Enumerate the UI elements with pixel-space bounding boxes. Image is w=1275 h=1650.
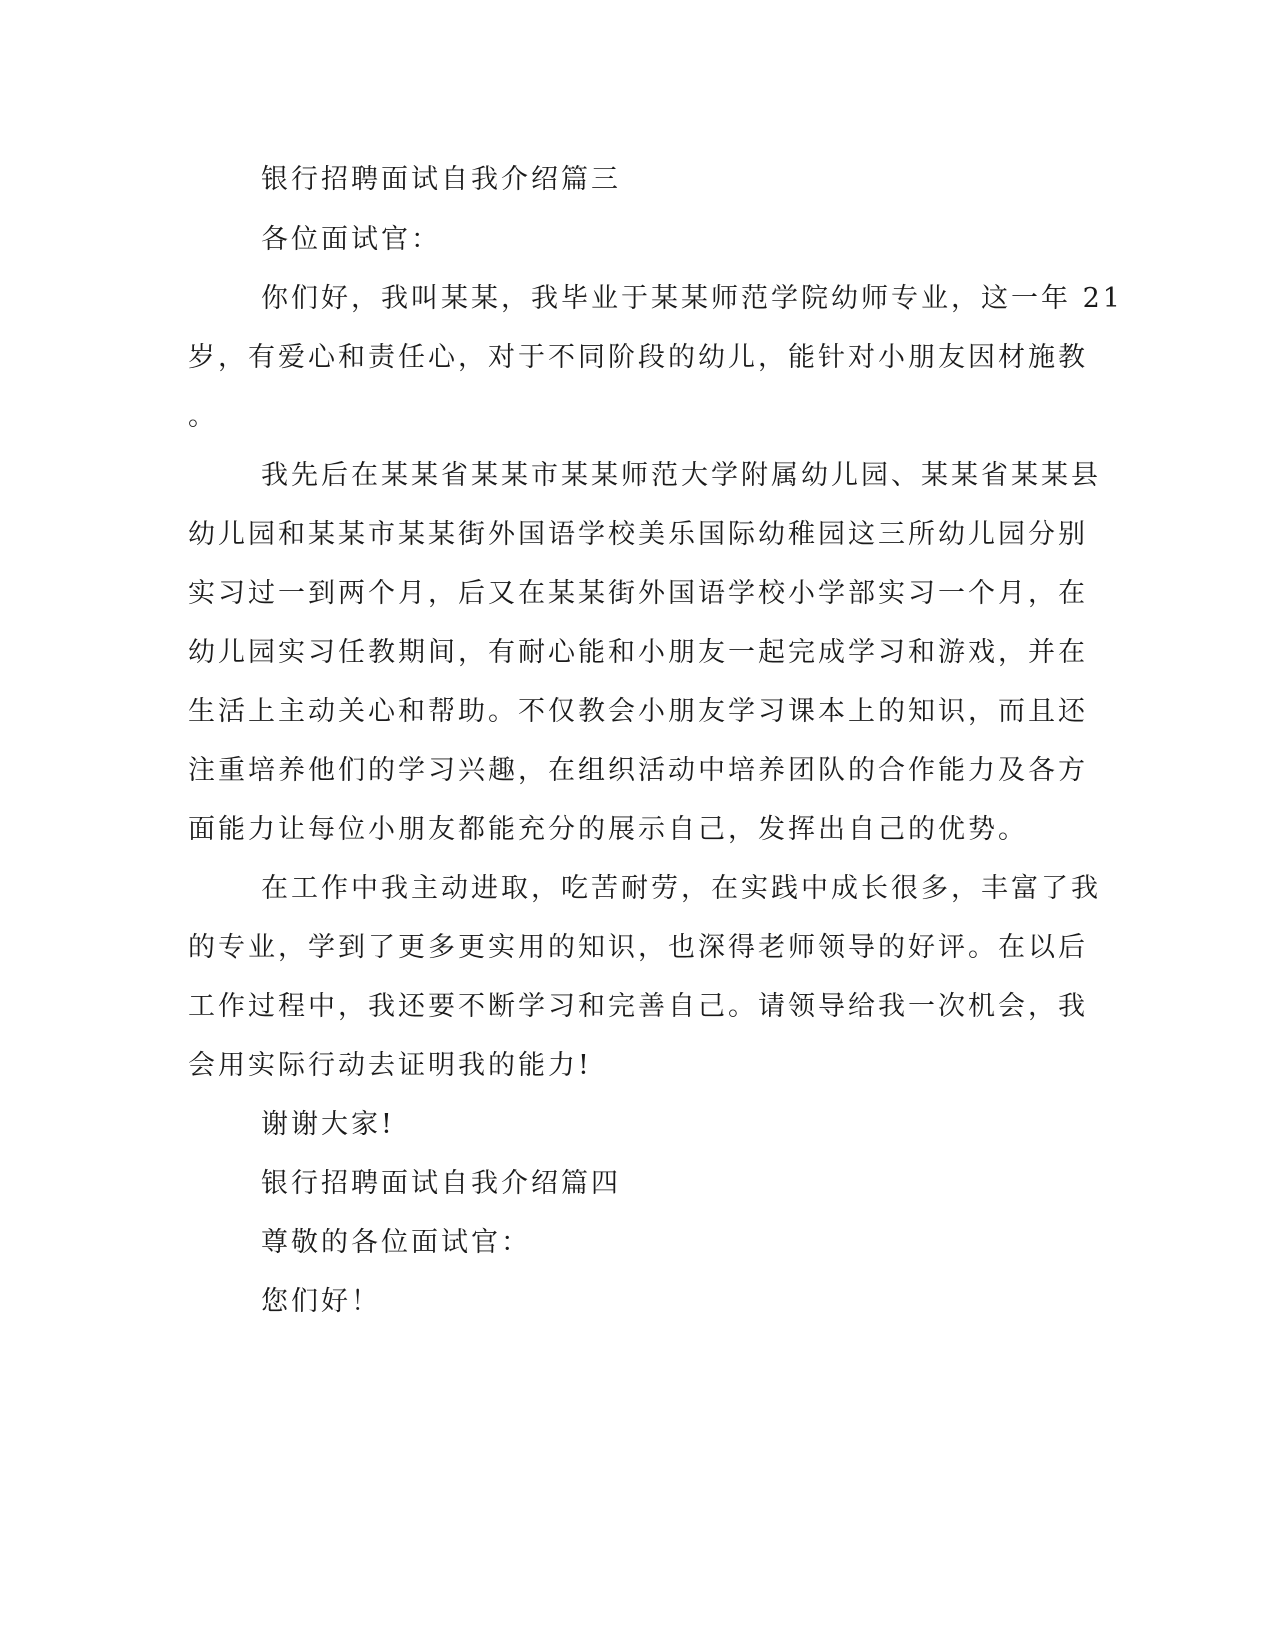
paragraph-line: 幼儿园和某某市某某街外国语学校美乐国际幼稚园这三所幼儿园分别 [188,519,1088,550]
paragraph-line: 的专业，学到了更多更实用的知识，也深得老师领导的好评。在以后 [188,932,1088,963]
paragraph-line: 幼儿园实习任教期间，有耐心能和小朋友一起完成学习和游戏，并在 [188,637,1088,668]
paragraph-line: 注重培养他们的学习兴趣，在组织活动中培养团队的合作能力及各方 [188,755,1088,786]
paragraph-line: 你们好，我叫某某，我毕业于某某师范学院幼师专业，这一年 21 [261,283,1123,314]
paragraph-line: 在工作中我主动进取，吃苦耐劳，在实践中成长很多，丰富了我 [261,873,1101,904]
paragraph-line: 岁，有爱心和责任心，对于不同阶段的幼儿，能针对小朋友因材施教 [188,342,1088,373]
paragraph-line: 我先后在某某省某某市某某师范大学附属幼儿园、某某省某某县 [261,460,1101,491]
paragraph-line: 。 [188,401,218,432]
greeting: 您们好！ [261,1286,381,1317]
section-title: 银行招聘面试自我介绍篇四 [261,1168,621,1199]
paragraph-line: 生活上主动关心和帮助。不仅教会小朋友学习课本上的知识，而且还 [188,696,1088,727]
section-title: 银行招聘面试自我介绍篇三 [261,164,621,195]
paragraph-line: 面能力让每位小朋友都能充分的展示自己，发挥出自己的优势。 [188,814,1028,845]
salutation: 各位面试官： [261,224,441,255]
salutation: 尊敬的各位面试官： [261,1227,531,1258]
paragraph-line: 实习过一到两个月，后又在某某街外国语学校小学部实习一个月，在 [188,578,1088,609]
closing-line: 谢谢大家! [261,1109,395,1140]
paragraph-line: 工作过程中，我还要不断学习和完善自己。请领导给我一次机会，我 [188,991,1088,1022]
paragraph-line: 会用实际行动去证明我的能力! [188,1050,592,1081]
